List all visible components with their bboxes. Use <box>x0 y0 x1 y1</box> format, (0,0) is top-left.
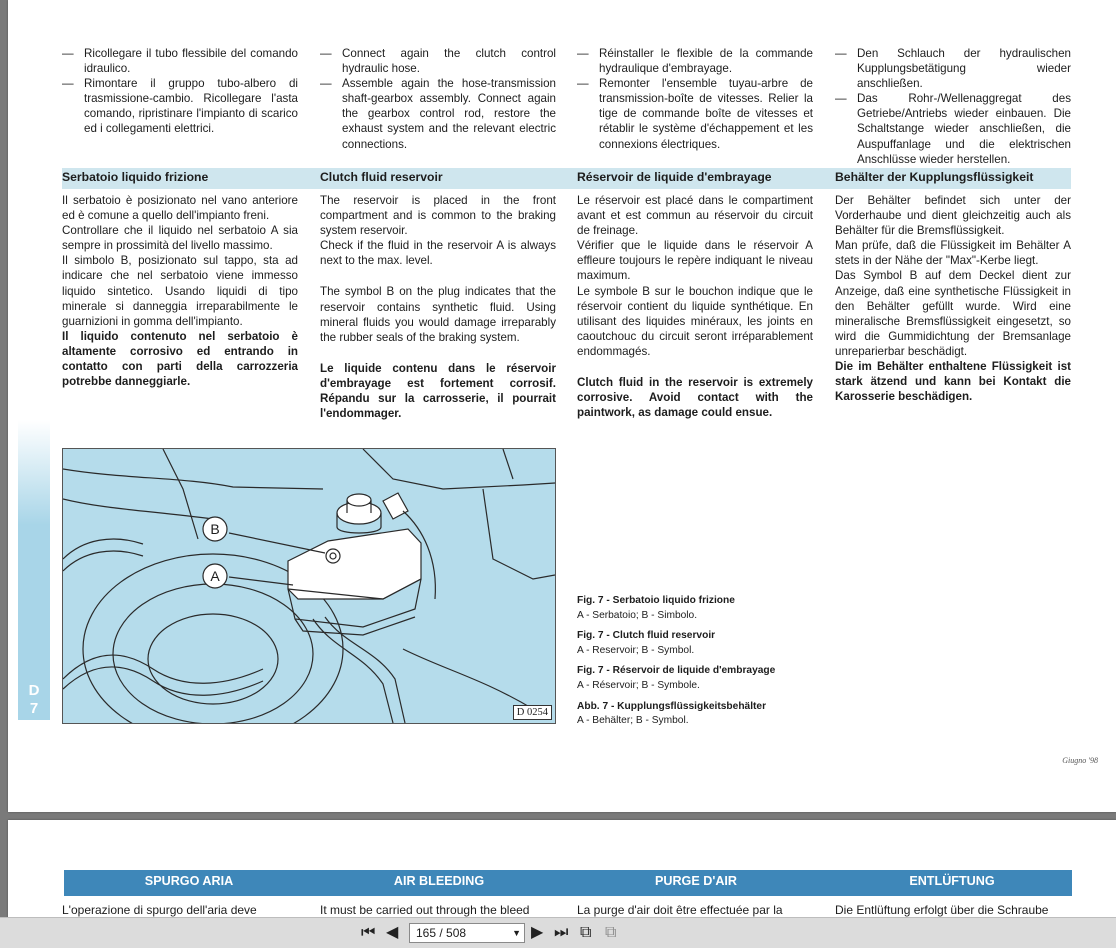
bullet-item: — Rimontare il gruppo tubo-albero di trasmissione-cambio. Ricollegare l'asta comando, ripristinare l'impianto di scarico ed i collegamenti elettrici. <box>62 76 298 136</box>
caption-text: A - Reservoir; B - Symbol. <box>577 644 695 656</box>
two-page-view-icon[interactable]: ⧉ <box>605 924 617 941</box>
chapter-letter: D <box>28 682 40 699</box>
bullet-item: — Ricollegare il tubo flessibile del comando idraulico. <box>62 46 298 76</box>
pdf-toolbar <box>0 917 1116 948</box>
chevron-down-icon: ▼ <box>512 928 521 938</box>
paragraph: Man prüfe, daß die Flüssigkeit im Behälter A stets in der Nähe der "Max"-Kerbe liegt. <box>835 239 1071 268</box>
paragraph: The reservoir is placed in the front compartment and is common to the braking system reservoir. <box>320 194 556 238</box>
section-heading-de: Behälter der Kupplungsflüssigkeit <box>835 170 1034 184</box>
figure-reference: D 0254 <box>513 705 552 720</box>
body-en <box>320 193 556 421</box>
next-page-icon[interactable]: ▶ <box>531 924 544 941</box>
text-line-it: L'operazione di spurgo dell'aria deve <box>62 903 257 917</box>
warning-paragraph: Clutch fluid in the reservoir is extremely corrosive. Avoid contact with the paintwork, as damage could ensue. <box>577 376 813 420</box>
caption-text: A - Serbatoio; B - Simbolo. <box>577 609 698 621</box>
caption-text: A - Réservoir; B - Symbole. <box>577 679 700 691</box>
bullet-item: — Assemble again the hose-transmission shaft-gearbox assembly. Connect again the gearbox control rod, restore the exhaust system and the relevant electric connections. <box>320 76 556 151</box>
previous-page-icon[interactable]: ◀ <box>386 924 399 941</box>
paragraph: Controllare che il liquido nel serbatoio A sia sempre in prossimità del livello massimo. <box>62 224 298 253</box>
warning-paragraph: Il liquido contenuto nel serbatoio è altamente corrosivo ed entrando in contatto con parti della carrozzeria potrebbe danneggiarle. <box>62 329 298 389</box>
paragraph: Check if the fluid in the reservoir A is always next to the max. level. <box>320 239 556 268</box>
section-band <box>64 870 1072 896</box>
caption <box>577 594 837 623</box>
body-de <box>835 193 1071 404</box>
band-heading-en: AIR BLEEDING <box>393 874 485 888</box>
caption <box>577 664 837 693</box>
caption <box>577 700 837 729</box>
paragraph: Il serbatoio è posizionato nel vano anteriore ed è comune a quello dell'impianto freni. <box>62 194 298 223</box>
paragraph: Il simbolo B, posizionato sul tappo, sta ad indicare che nel serbatoio viene immesso liquido sintetico. Usando liquidi di tipo minerale si danneggia irreparabilmente le guarnizioni in gomma dell'impianto. <box>62 254 298 328</box>
single-page-view-icon[interactable]: ⧉ <box>580 924 592 941</box>
callout-b: B <box>210 521 220 537</box>
caption-title: Fig. 7 - Serbatoio liquido frizione <box>577 595 735 606</box>
section-heading-fr: Réservoir de liquide d'embrayage <box>577 170 772 184</box>
bullets-it <box>62 46 298 137</box>
warning-paragraph: Le liquide contenu dans le réservoir d'embrayage est fortement corrosif. Répandu sur la carrosserie, il pourrait l'endommager. <box>320 361 556 421</box>
bullet-item: — Connect again the clutch control hydraulic hose. <box>320 46 556 76</box>
caption-title: Fig. 7 - Clutch fluid reservoir <box>577 630 716 642</box>
bullets-fr <box>577 46 813 152</box>
body-fr <box>577 193 813 420</box>
band-heading-it: SPURGO ARIA <box>144 874 234 888</box>
body-it <box>62 193 298 389</box>
caption-text: A - Behälter; B - Symbol. <box>577 715 689 727</box>
text-line-fr: La purge d'air doit être effectuée par la <box>577 903 783 917</box>
page-date: Giugno '98 <box>1062 756 1098 765</box>
page-selector[interactable] <box>409 923 525 943</box>
warning-paragraph: Die im Behälter enthaltene Flüssigkeit ist stark ätzend und kann bei Kontakt die Karosserie beschädigen. <box>835 360 1071 404</box>
bullet-item: — Das Rohr-/Wellenaggregat des Getriebe/Antriebs wieder einbauen. Die Schaltstange wieder anschließen, die Auspuffanlage und die elektrischen Anschlüsse wieder herstellen. <box>835 91 1071 166</box>
callout-a: A <box>210 568 220 584</box>
bullets-en <box>320 46 556 152</box>
bullets-de <box>835 46 1071 167</box>
bullet-item: — Réinstaller le flexible de la commande hydraulique d'embrayage. <box>577 46 813 76</box>
bullet-item: — Den Schlauch der hydraulischen Kupplungsbetätigung wieder anschließen. <box>835 46 1071 91</box>
band-heading-fr: PURGE D'AIR <box>654 874 738 888</box>
band-heading-de: ENTLÜFTUNG <box>909 874 995 888</box>
paragraph: Der Behälter befindet sich unter der Vorderhaube und dient gleichzeitig auch als Behälter für die Bremsflüssigkeit. <box>835 194 1071 238</box>
last-page-icon[interactable]: ⏭ <box>554 924 569 941</box>
bullet-item: — Remonter l'ensemble tuyau-arbre de transmission-boîte de vitesses. Relier la tige de commande boîte de vitesses et rétablir le système d'échappement et les connexions électriques. <box>577 76 813 151</box>
paragraph: Le symbole B sur le bouchon indique que le réservoir contient du liquide synthétique. En utilisant des liquides minéraux, les joints en caoutchouc du circuit seront irréparablement endommagés. <box>577 284 813 358</box>
caption <box>577 629 837 658</box>
reservoir-figure <box>62 448 556 724</box>
chapter-tab <box>18 420 50 720</box>
caption-title: Fig. 7 - Réservoir de liquide d'embrayage <box>577 665 776 677</box>
paragraph: The symbol B on the plug indicates that the reservoir contains synthetic fluid. Using mineral fluids you would damage irreparably the rubber seals of the braking system. <box>320 285 556 344</box>
paragraph: Vérifier que le liquide dans le réservoir A effleure toujours le repère indiquant le niveau maximum. <box>577 239 813 283</box>
text-line-en: It must be carried out through the bleed <box>320 903 530 917</box>
section-heading-it: Serbatoio liquido frizione <box>62 170 209 184</box>
first-page-icon[interactable]: ⏮ <box>361 924 376 941</box>
manual-page <box>8 0 1116 812</box>
section-heading-en: Clutch fluid reservoir <box>320 170 443 184</box>
caption-title: Abb. 7 - Kupplungsflüssigkeitsbehälter <box>577 700 767 712</box>
chapter-number: 7 <box>29 700 39 717</box>
paragraph: Das Symbol B auf dem Deckel dient zur Anzeige, daß eine synthetische Flüssigkeit in den Behälter gefüllt wurde. Wird eine mineralische Bremsflüssigkeit eingesetzt, so wird die Gummidichtung der Bremsanlage unreparierbar beschädigt. <box>835 269 1071 358</box>
text-line-de: Die Entlüftung erfolgt über die Schraube <box>835 903 1049 917</box>
figure-captions <box>577 594 837 735</box>
page-indicator: 165 / 508 <box>416 926 467 940</box>
engine-bay-illustration <box>63 449 555 723</box>
paragraph: Le réservoir est placé dans le compartiment avant et est commun au réservoir du circuit de freinage. <box>577 194 813 238</box>
